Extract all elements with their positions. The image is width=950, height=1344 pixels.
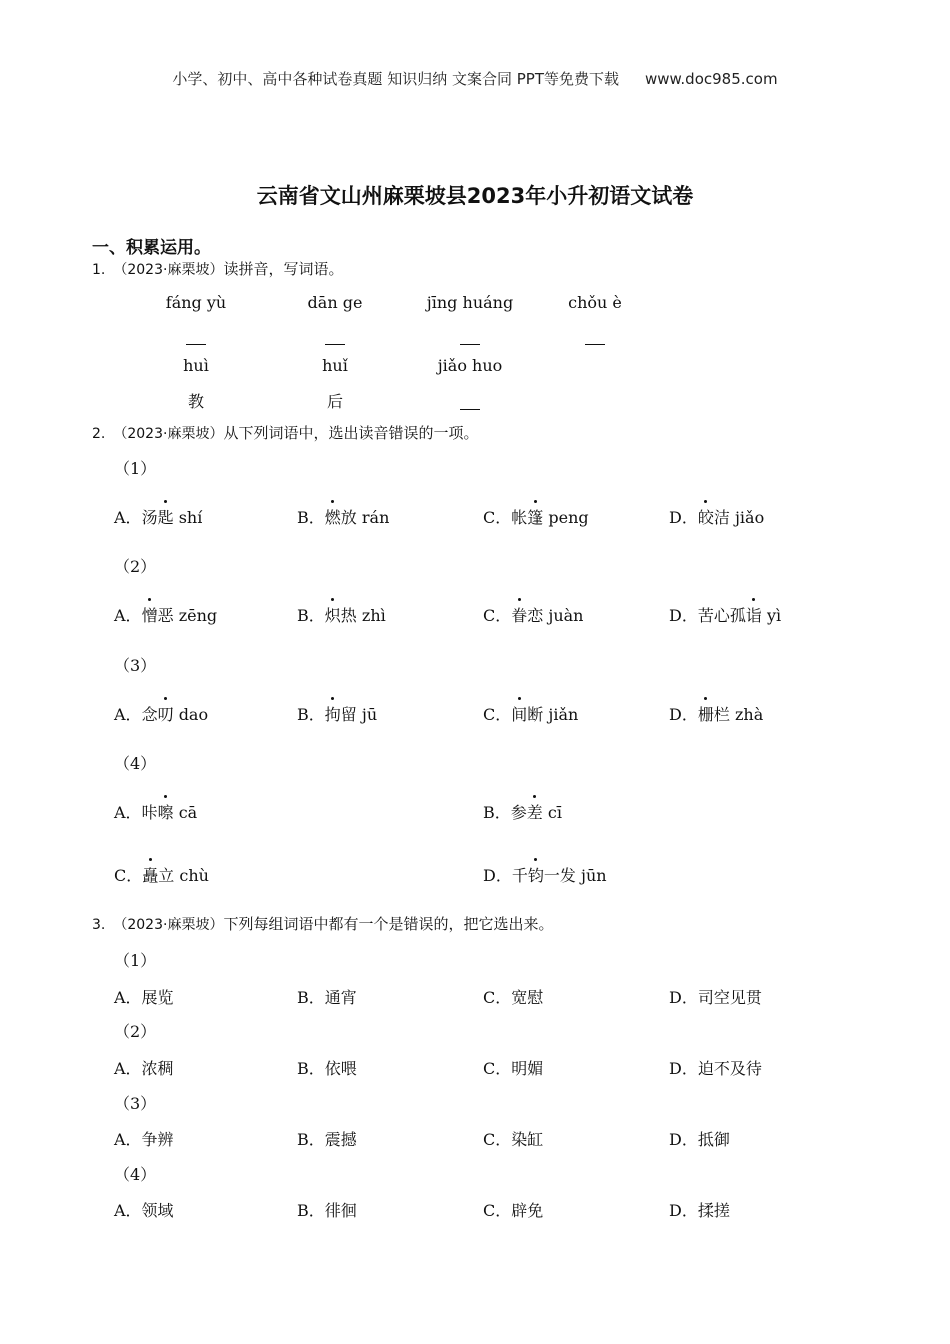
option-a[interactable]: A．争辨: [114, 1130, 174, 1149]
option-d[interactable]: D．皎洁 jiǎo: [669, 505, 764, 528]
question-source: （2023·麻栗坡）: [113, 426, 224, 442]
question-number: 2.: [92, 426, 106, 442]
header-site-link[interactable]: www.doc985.com: [644, 70, 778, 88]
dotted-char: 差: [527, 800, 543, 823]
dotted-char: 叨: [158, 702, 174, 725]
dotted-char: 矗: [142, 863, 158, 886]
dotted-char: 篷: [527, 505, 543, 528]
subquestion-label: （3）: [114, 656, 157, 675]
option-a[interactable]: A．展览: [114, 988, 174, 1007]
dotted-char: 栅: [698, 702, 714, 725]
section-heading: 一、积累运用。: [92, 238, 211, 258]
pinyin-item: huì: [183, 356, 209, 375]
pinyin-item: fáng yù: [165, 293, 227, 312]
dotted-char: 嚓: [158, 800, 174, 823]
option-c[interactable]: C．辟免: [483, 1201, 544, 1220]
option-b[interactable]: B．参差 cī: [483, 800, 562, 823]
option-c[interactable]: C．明媚: [483, 1059, 544, 1078]
subquestion-label: （4）: [114, 1165, 157, 1184]
option-a[interactable]: A．念叨 dao: [114, 702, 208, 725]
dotted-char: 眷: [511, 603, 527, 626]
question-text: 从下列词语中，选出读音错误的一项。: [223, 424, 479, 442]
page-header: [0, 68, 950, 89]
dotted-char: 诣: [746, 603, 762, 626]
option-d[interactable]: D．千钧一发 jūn: [483, 863, 607, 886]
option-b[interactable]: B．徘徊: [297, 1201, 357, 1220]
pinyin-item: dān ge: [307, 293, 363, 312]
answer-blank[interactable]: [275, 330, 395, 349]
subquestion-label: （4）: [114, 754, 157, 773]
option-a[interactable]: A．浓稠: [114, 1059, 174, 1078]
question-source: （2023·麻栗坡）: [113, 262, 224, 278]
pinyin-item: huǐ: [322, 356, 348, 375]
dotted-char: 匙: [158, 505, 174, 528]
answer-blank[interactable]: [410, 395, 530, 414]
question-2: [92, 422, 478, 443]
page-title: 云南省文山州麻栗坡县2023年小升初语文试卷: [256, 184, 694, 208]
option-c[interactable]: C．宽慰: [483, 988, 544, 1007]
subquestion-label: （2）: [114, 1022, 157, 1041]
subquestion-label: （2）: [114, 557, 157, 576]
option-c[interactable]: C．帐篷 peng: [483, 505, 589, 528]
dotted-char: 炽: [325, 603, 341, 626]
option-b[interactable]: B．震撼: [297, 1130, 357, 1149]
answer-blank[interactable]: [136, 330, 256, 349]
option-d[interactable]: D．迫不及待: [669, 1059, 762, 1078]
question-text: 读拼音，写词语。: [223, 260, 344, 278]
question-number: 1.: [92, 262, 106, 278]
option-d[interactable]: D．揉搓: [669, 1201, 730, 1220]
question-source: （2023·麻栗坡）: [113, 917, 224, 933]
option-c[interactable]: C．染缸: [483, 1130, 544, 1149]
option-b[interactable]: B．通宵: [297, 988, 357, 1007]
option-d[interactable]: D．抵御: [669, 1130, 730, 1149]
question-1: [92, 258, 343, 279]
question-3: [92, 913, 553, 934]
option-d[interactable]: D．司空见贯: [669, 988, 762, 1007]
dotted-char: 皎: [698, 505, 714, 528]
question-number: 3.: [92, 917, 106, 933]
option-c[interactable]: C．间断 jiǎn: [483, 702, 578, 725]
dotted-char: 钧: [528, 863, 544, 886]
option-a[interactable]: A．领域: [114, 1201, 174, 1220]
header-text: 小学、初中、高中各种试卷真题 知识归纳 文案合同 PPT等免费下载: [172, 70, 619, 88]
option-b[interactable]: B．炽热 zhì: [297, 603, 386, 626]
answer-blank[interactable]: [535, 330, 655, 349]
option-d[interactable]: D．苦心孤诣 yì: [669, 603, 781, 626]
subquestion-label: （3）: [114, 1094, 157, 1113]
option-b[interactable]: B．依喂: [297, 1059, 357, 1078]
pinyin-item: chǒu è: [568, 293, 622, 312]
given-char: 教: [187, 392, 204, 411]
pinyin-item: jiǎo huo: [437, 356, 503, 375]
dotted-char: 燃: [325, 505, 341, 528]
option-b[interactable]: B．燃放 rán: [297, 505, 389, 528]
dotted-char: 拘: [325, 702, 341, 725]
given-char: 后: [326, 392, 343, 411]
option-c[interactable]: C．矗立 chù: [114, 863, 209, 886]
option-a[interactable]: A．憎恶 zēng: [114, 603, 217, 626]
subquestion-label: （1）: [114, 459, 157, 478]
answer-blank[interactable]: [410, 330, 530, 349]
dotted-char: 憎: [142, 603, 158, 626]
option-a[interactable]: A．咔嚓 cā: [114, 800, 197, 823]
option-b[interactable]: B．拘留 jū: [297, 702, 377, 725]
pinyin-item: jīng huáng: [426, 293, 514, 312]
option-a[interactable]: A．汤匙 shí: [114, 505, 202, 528]
option-c[interactable]: C．眷恋 juàn: [483, 603, 583, 626]
dotted-char: 间: [511, 702, 527, 725]
subquestion-label: （1）: [114, 951, 157, 970]
option-d[interactable]: D．栅栏 zhà: [669, 702, 763, 725]
question-text: 下列每组词语中都有一个是错误的，把它选出来。: [223, 915, 554, 933]
